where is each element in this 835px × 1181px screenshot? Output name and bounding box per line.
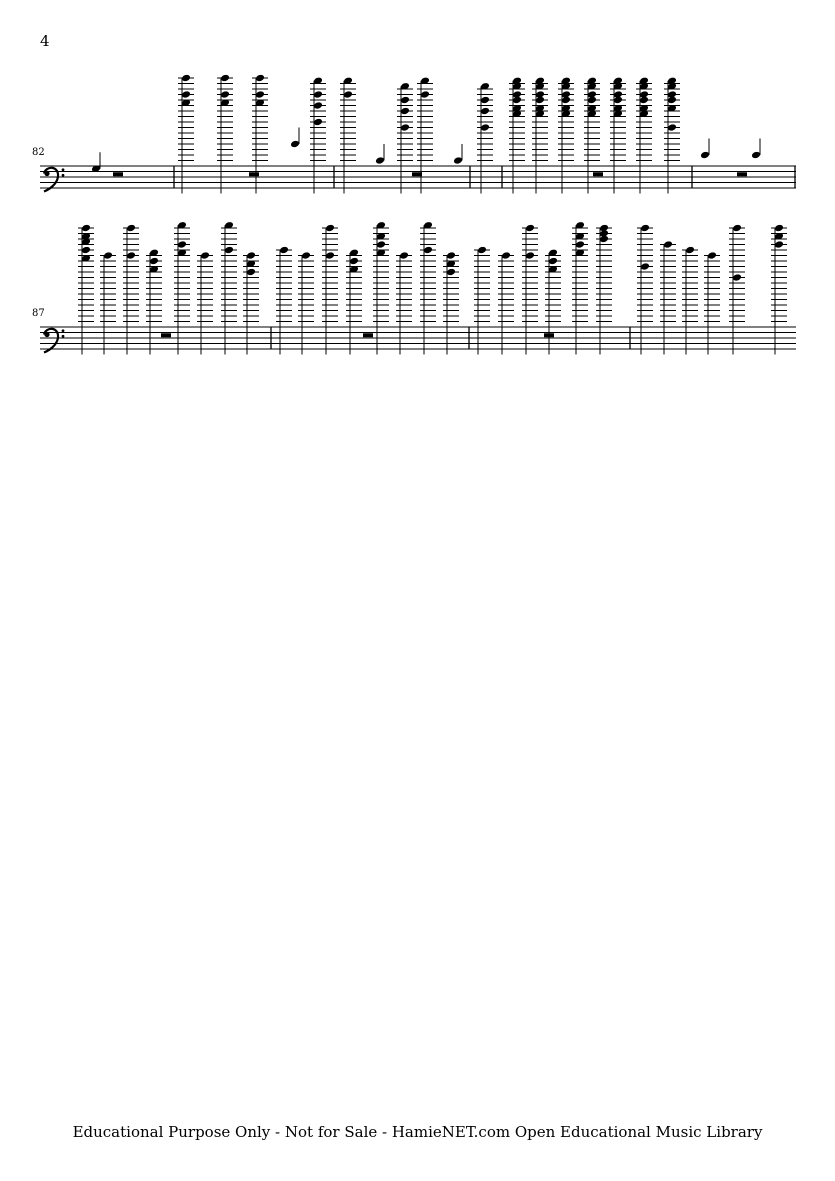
footer-notice: Educational Purpose Only - Not for Sale - HamieNET.com Open Educational Music Library <box>72 1123 763 1141</box>
whole-rest <box>161 333 171 337</box>
bass-clef-dot <box>62 168 65 171</box>
note-head <box>375 156 385 165</box>
bass-clef-dot <box>62 329 65 332</box>
whole-rest <box>113 172 123 176</box>
staff-system-1 <box>40 74 796 194</box>
whole-rest <box>363 333 373 337</box>
whole-rest <box>737 172 747 176</box>
measure-number-system-2: 87 <box>32 308 45 319</box>
note-head <box>700 151 710 160</box>
bass-clef-dot <box>62 335 65 338</box>
bass-clef-icon <box>44 332 49 337</box>
bass-clef-icon <box>44 171 49 176</box>
whole-rest <box>593 172 603 176</box>
note-head <box>453 156 463 165</box>
note-head <box>751 151 761 160</box>
whole-rest <box>412 172 422 176</box>
staff-system-2 <box>40 221 796 355</box>
whole-rest <box>544 333 554 337</box>
whole-rest <box>249 172 259 176</box>
note-head <box>290 140 300 149</box>
measure-number-system-1: 82 <box>32 147 45 158</box>
bass-clef-dot <box>62 174 65 177</box>
page-number: 4 <box>40 32 50 50</box>
